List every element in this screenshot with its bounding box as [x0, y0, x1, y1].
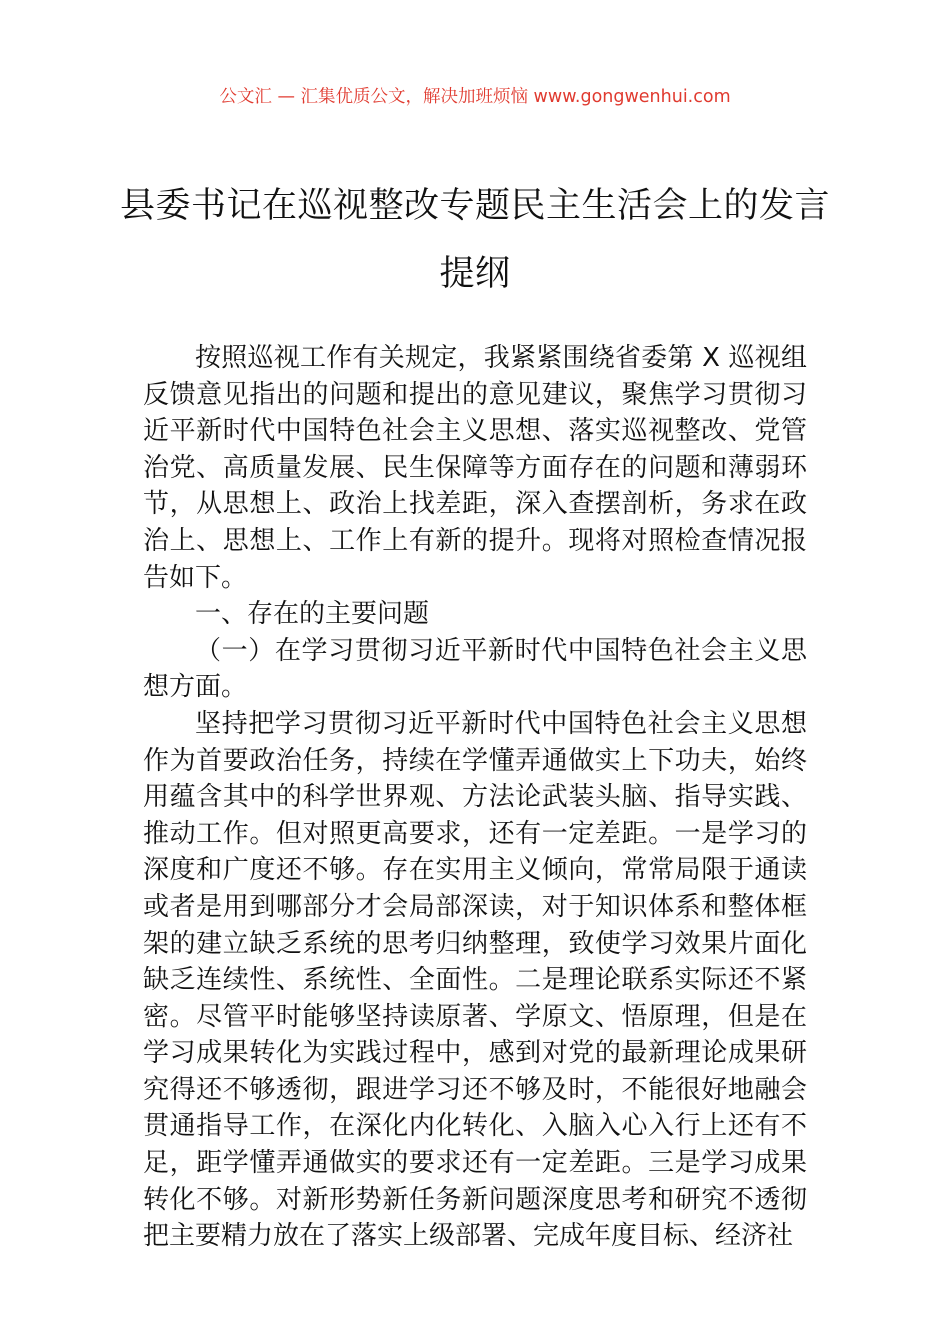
section-heading: 一、存在的主要问题 [195, 599, 430, 630]
intro-paragraph: 按照巡视工作有关规定，我紧紧围绕省委第 X 巡视组反馈意见指出的问题和提出的意见建议，聚焦学习贯彻习近平新时代中国特色社会主义思想、落实巡视整改、党管治党、高质量发展、民生保障等方面存在的问题和薄弱环节，从思想上、政治上找差距，深入查摆剖析，务求在政治上、思想上、工作上有新的提升。现将对照检查情况报告如下。 [143, 343, 807, 593]
document-body [143, 340, 807, 1255]
body-paragraph: 坚持把学习贯彻习近平新时代中国特色社会主义思想作为首要政治任务，持续在学懂弄通做实上下功夫，始终用蕴含其中的科学世界观、方法论武装头脑、指导实践、推动工作。但对照更高要求，还有一定差距。一是学习的深度和广度还不够。存在实用主义倾向，常常局限于通读或者是用到哪部分才会局部深读，对于知识体系和整体框架的建立缺乏系统的思考归纳整理，致使学习效果片面化缺乏连续性、系统性、全面性。二是理论联系实际还不紧密。尽管平时能够坚持读原著、学原文、悟原理，但是在学习成果转化为实践过程中，感到对党的最新理论成果研究得还不够透彻，跟进学习还不够及时，不能很好地融会贯通指导工作，在深化内化转化、入脑入心入行上还有不足，距学懂弄通做实的要求还有一定差距。三是学习成果转化不够。对新形势新任务新问题深度思考和研究不透彻把主要精力放在了落实上级部署、完成年度目标、经济社 [143, 708, 807, 1252]
subsection-heading: （一）在学习贯彻习近平新时代中国特色社会主义思想方面。 [143, 635, 807, 703]
site-banner: 公文汇 — 汇集优质公文，解决加班烦恼 www.gongwenhui.com [219, 87, 731, 107]
document-title: 县委书记在巡视整改专题民主生活会上的发言提纲 [120, 186, 831, 294]
